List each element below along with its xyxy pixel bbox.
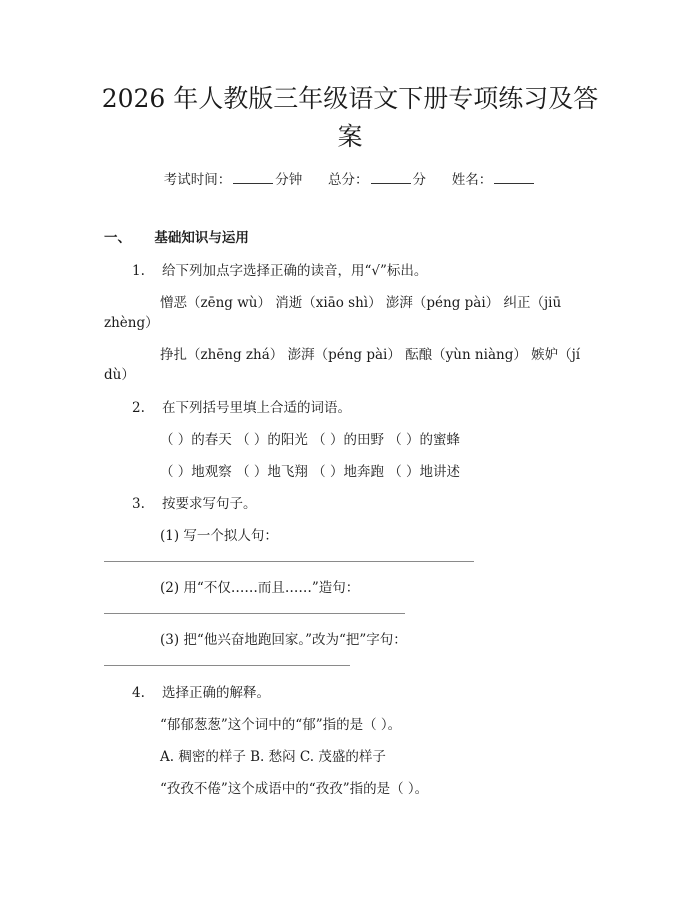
question-prompt: 给下列加点字选择正确的读音，用“√”标出。 [162,263,428,279]
title-line-1: 2026 年人教版三年级语文下册专项练习及答 [101,84,599,113]
section-title: 基础知识与运用 [154,230,249,246]
sub-question-1: (1) 写一个拟人句： [160,528,278,544]
answer-line-1[interactable] [104,561,474,562]
question-prompt: 在下列括号里填上合适的词语。 [162,400,351,416]
title-line-2: 案 [337,122,363,151]
pinyin-row-1: 憎恶（zēng wù） 消逝（xiāo shì） 澎湃（péng pài） 纠正（jiū [160,295,562,311]
question-number: 2. [132,400,145,416]
question-3 [132,495,257,513]
question-number: 1. [132,263,145,279]
document-title [80,80,620,156]
score-label: 总分： [328,172,369,188]
section-number: 一、 [104,230,131,246]
answer-line-3[interactable] [104,665,350,666]
time-blank[interactable] [233,171,273,184]
time-label: 考试时间： [163,172,232,188]
exam-meta [0,168,700,188]
question-prompt: 选择正确的解释。 [162,685,270,701]
section-heading [104,229,249,247]
pinyin-row-2-wrap: dù） [104,367,135,383]
fill-row-1: （ ）的春天 （ ）的阳光 （ ）的田野 （ ）的蜜蜂 [160,432,461,448]
question-number: 3. [132,496,145,512]
question-number: 4. [132,685,145,701]
score-blank[interactable] [371,171,411,184]
choice-item-2: “孜孜不倦”这个成语中的“孜孜”指的是（ ）。 [160,781,429,797]
choice-options-1: A. 稠密的样子 B. 愁闷 C. 茂盛的样子 [160,749,386,765]
question-1 [132,262,427,280]
time-unit: 分钟 [275,172,303,188]
question-4 [132,684,270,702]
pinyin-row-2: 挣扎（zhēng zhá） 澎湃（péng pài） 酝酿（yùn niàng） 嫉妒（jí [160,347,581,363]
name-label: 姓名： [451,172,493,188]
answer-line-2[interactable] [104,613,405,614]
score-unit: 分 [412,172,426,188]
question-prompt: 按要求写句子。 [162,496,257,512]
pinyin-row-1-wrap: zhèng） [104,315,159,331]
sub-question-3: (3) 把“他兴奋地跑回家。”改为“把”字句： [160,632,407,648]
question-2 [132,399,351,417]
fill-row-2: （ ）地观察 （ ）地飞翔 （ ）地奔跑 （ ）地讲述 [160,464,461,480]
sub-question-2: (2) 用“不仅……而且……”造句： [160,580,360,596]
name-blank[interactable] [494,171,534,184]
choice-item-1: “郁郁葱葱”这个词中的“郁”指的是（ ）。 [160,717,402,733]
